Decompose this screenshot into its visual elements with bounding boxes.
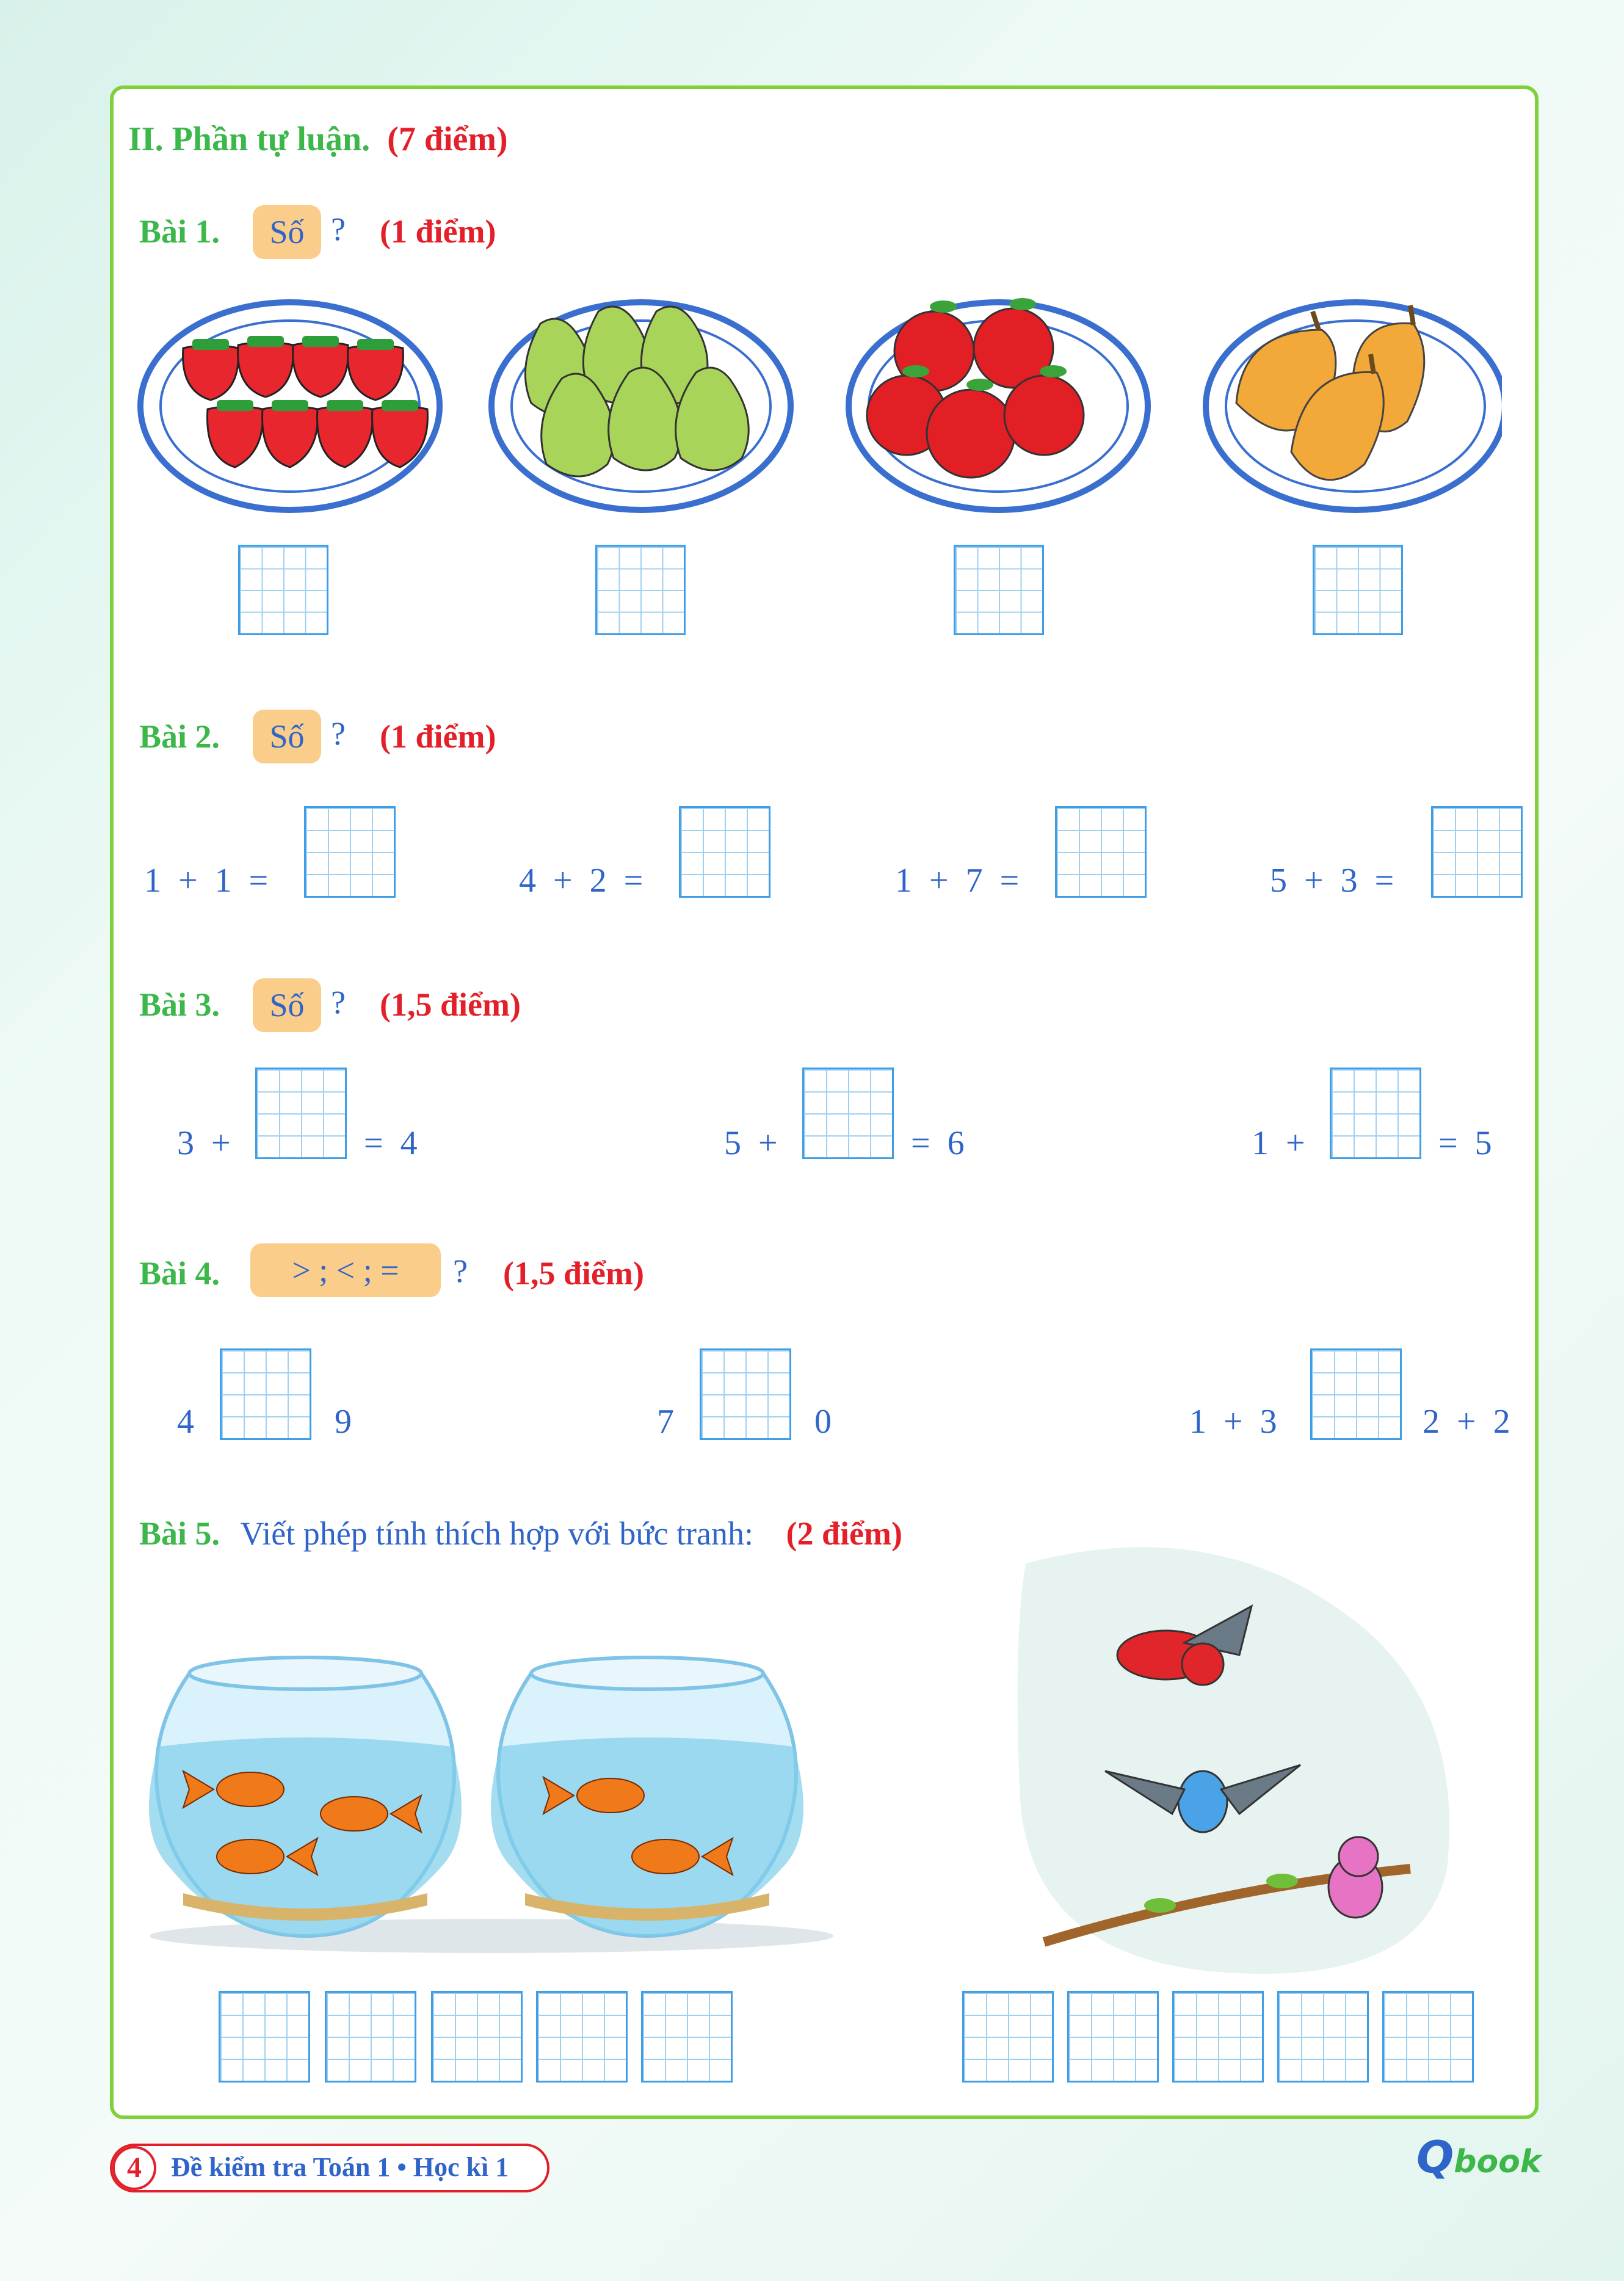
bai5-label: Bài 5. [139,1515,220,1552]
bai3-points: (1,5 điểm) [380,986,521,1023]
page-number: 4 [112,2146,156,2190]
bai3-right-3: = 5 [1438,1124,1492,1162]
plate-pear [491,302,791,510]
logo-book: book [1454,2144,1542,2180]
bai5-fish-box-2[interactable] [325,1991,416,2083]
bai5-instruction: Viết phép tính thích hợp với bức tranh: [240,1515,754,1552]
bai2-question-mark: ? [331,715,346,752]
bai3-right-1: = 4 [364,1124,418,1162]
bai2-answer-box-3[interactable] [1055,806,1147,898]
bai5-points: (2 điểm) [786,1515,902,1552]
bai1-answer-box-4[interactable] [1313,545,1403,635]
bai4-label: Bài 4. [139,1255,220,1292]
logo-q: Q [1416,2131,1454,2183]
strawberry-icon [183,336,428,467]
fishbowl-left [149,1657,462,1936]
bai5-fish-box-1[interactable] [219,1991,310,2083]
fishbowl-illustration [147,1649,836,1966]
bai3-answer-box-1[interactable] [255,1068,347,1159]
bai1-question-mark: ? [331,211,346,247]
bai4-left-2: 7 [657,1403,674,1441]
bai2-points: (1 điểm) [380,718,496,755]
footer-title: Đề kiểm tra Toán 1 • Học kì 1 [171,2152,509,2182]
birds-illustration [1001,1527,1465,1979]
bai4-right-3: 2 + 2 [1423,1403,1510,1441]
bai4-tag: > ; < ; = [250,1243,441,1297]
bai1-points: (1 điểm) [380,213,496,250]
bai4-left-3: 1 + 3 [1189,1403,1277,1441]
bai5-bird-box-4[interactable] [1277,1991,1369,2083]
bai1-fruit-plates [122,269,1502,525]
bai1-answer-box-2[interactable] [595,545,686,635]
bai1-tag: Số [253,205,321,259]
plate-apple [849,298,1148,510]
bai3-right-2: = 6 [911,1124,965,1162]
bai2-expression-2: 4 + 2 = [519,862,643,900]
bai3-answer-box-2[interactable] [802,1068,894,1159]
bai2-answer-box-4[interactable] [1431,806,1523,898]
bai1-label: Bài 1. [139,213,220,250]
section-points: (7 điểm) [387,120,508,158]
bai3-left-3: 1 + [1252,1124,1305,1162]
bai1-answer-box-3[interactable] [954,545,1044,635]
bai3-label: Bài 3. [139,986,220,1023]
qbook-logo [1416,2131,1541,2183]
bai3-answer-box-3[interactable] [1330,1068,1421,1159]
fishbowl-right [491,1657,803,1936]
bai1-answer-box-1[interactable] [238,545,328,635]
section-title-text: II. Phần tự luận. [128,120,371,158]
plate-mango [1206,302,1502,510]
bai4-answer-box-2[interactable] [700,1348,791,1440]
bai5-bird-box-3[interactable] [1172,1991,1264,2083]
bai4-points: (1,5 điểm) [503,1255,644,1292]
bai2-expression-1: 1 + 1 = [144,862,269,900]
bai2-tag: Số [253,710,321,763]
bai3-left-2: 5 + [724,1124,778,1162]
bai2-answer-box-2[interactable] [679,806,770,898]
bai5-bird-box-5[interactable] [1382,1991,1474,2083]
bai5-fish-box-3[interactable] [431,1991,523,2083]
bai3-question-mark: ? [331,984,346,1020]
bai4-right-2: 0 [814,1403,832,1441]
bai2-answer-box-1[interactable] [304,806,396,898]
bai4-right-1: 9 [335,1403,352,1441]
bai5-bird-box-1[interactable] [962,1991,1054,2083]
bai4-answer-box-3[interactable] [1310,1348,1402,1440]
bai3-left-1: 3 + [177,1124,231,1162]
plate-strawberry [140,302,440,510]
bai4-question-mark: ? [453,1253,468,1289]
bai5-fish-box-4[interactable] [536,1991,628,2083]
bai3-tag: Số [253,978,321,1032]
bai5-bird-box-2[interactable] [1067,1991,1159,2083]
section-title [128,120,508,159]
bai4-answer-box-1[interactable] [220,1348,311,1440]
bai2-label: Bài 2. [139,718,220,755]
bai4-left-1: 4 [177,1403,194,1441]
bai5-fish-box-5[interactable] [641,1991,733,2083]
bai2-expression-3: 1 + 7 = [895,862,1020,900]
bai5-heading [139,1515,902,1552]
bai2-expression-4: 5 + 3 = [1270,862,1394,900]
